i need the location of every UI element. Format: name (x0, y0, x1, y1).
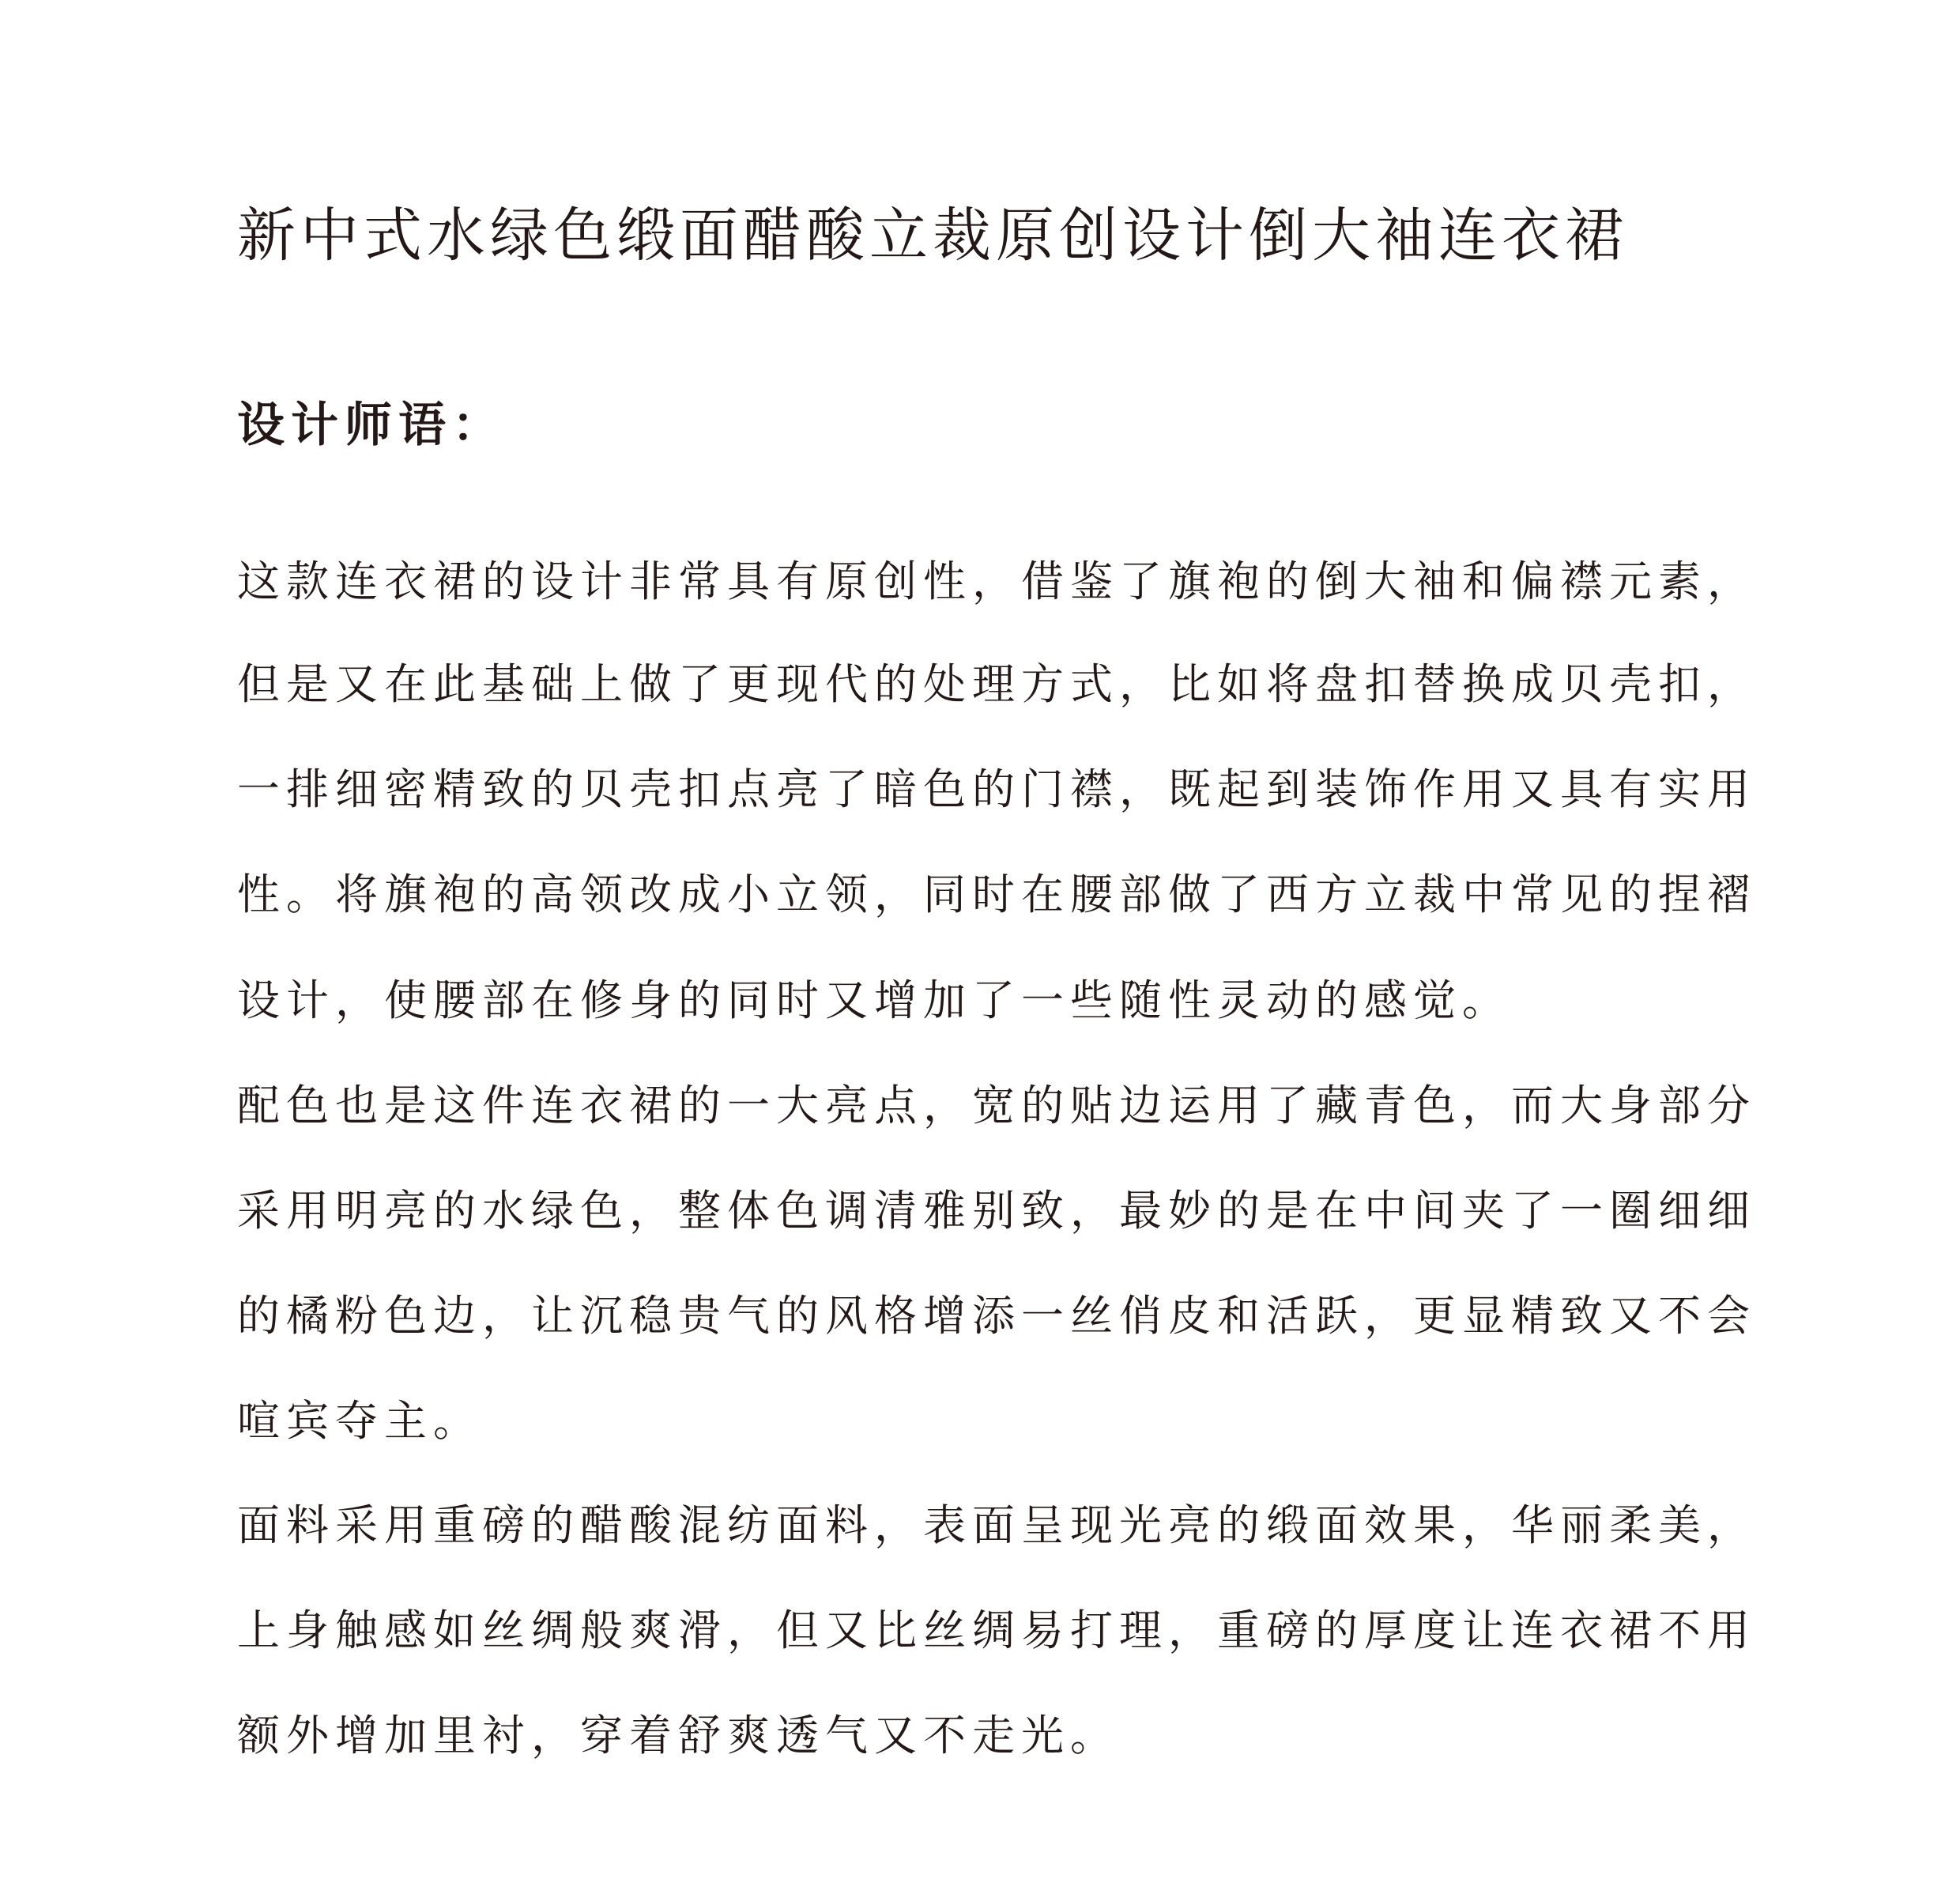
body-line: 但是又在此基础上做了更现代的处理方式，比如将盘扣替换成贝壳扣， (237, 659, 1756, 709)
body-line: 上身触感如丝绸般爽滑，但又比丝绸易打理，重磅的厚度让连衣裙不用 (237, 1605, 1756, 1655)
body-line: 面料采用重磅的醋酸混纺面料，表面呈现光亮的缎面效果，华丽柔美， (237, 1500, 1756, 1550)
product-title: 新中式水绿色缎面醋酸立裁原创设计倒大袖连衣裙 (237, 202, 1628, 270)
body-line: 喧宾夺主。 (237, 1396, 482, 1446)
body-line: 这款连衣裙的设计非常具有原创性，借鉴了旗袍的倒大袖和偏襟元素， (237, 557, 1756, 606)
body-line: 性。将旗袍的高领改成小立领，同时在腰部做了西方立裁中常见的捏褶 (237, 870, 1756, 919)
designer-notes-heading: 设计师语： (237, 398, 506, 453)
body-line: 一排细密精致的贝壳扣点亮了暗色的门襟，既起到装饰作用又具有实用 (237, 764, 1756, 814)
body-line: 额外增加里衬，穿着舒爽透气又不走光。 (237, 1711, 1119, 1760)
body-line: 配色也是这件连衣裙的一大亮点，宽的贴边运用了藏青色，而大身部分 (237, 1081, 1756, 1130)
body-line: 设计，使腰部在修身的同时又增加了一些随性灵动的感觉。 (237, 975, 1511, 1025)
body-line: 采用明亮的水绿色，整体色调清雅别致，最妙的是在中间夹了一圈细细 (237, 1186, 1756, 1236)
body-line: 的橘粉色边，让沉稳贵气的风格增添一丝俏皮和活跃，更显精致又不会 (237, 1291, 1756, 1341)
